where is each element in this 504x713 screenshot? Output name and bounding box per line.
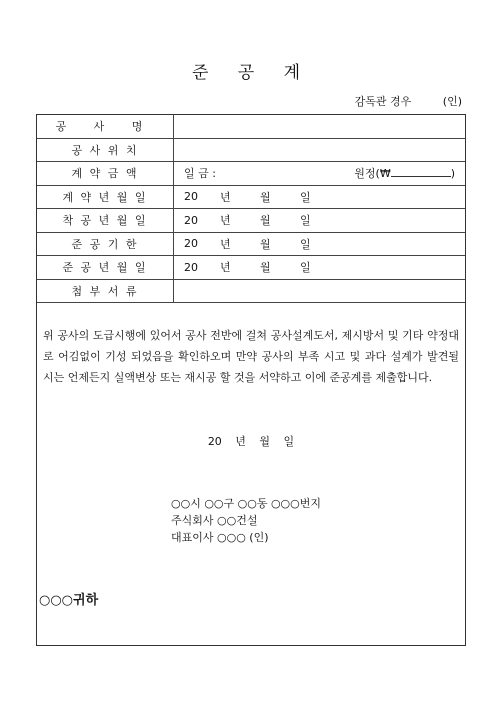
attachments-label: 첨 부 서 류 <box>37 279 174 303</box>
table-row <box>37 209 465 233</box>
project-location-label: 공 사 위 치 <box>37 138 174 162</box>
supervisor-seal: (인) <box>442 95 462 108</box>
supervisor-label: 감독관 경우 <box>354 95 412 108</box>
recipient: ○○○귀하 <box>39 593 99 608</box>
attachments-value[interactable] <box>174 279 466 303</box>
amount-prefix: 일 금 : <box>184 167 216 181</box>
day-unit: 일 <box>300 214 311 228</box>
contract-date-value[interactable] <box>174 185 466 209</box>
year-prefix: 20 <box>184 260 198 274</box>
day-unit: 일 <box>300 261 311 275</box>
year-prefix: 20 <box>184 213 198 227</box>
representative-name: 대표이사 ○○○ (인) <box>171 531 269 544</box>
table-row <box>37 185 465 209</box>
year-unit: 년 <box>220 214 231 228</box>
year-unit: 년 <box>220 190 231 204</box>
contract-amount-value[interactable] <box>174 162 466 186</box>
completion-deadline-label: 준 공 기 한 <box>37 232 174 256</box>
page-title: 준 공 계 <box>191 63 313 83</box>
month-unit: 월 <box>260 237 271 251</box>
project-name-label: 공 사 명 <box>37 115 174 138</box>
completion-date-label: 준 공 년 월 일 <box>37 256 174 280</box>
completion-date-value[interactable] <box>174 256 466 280</box>
project-name-value[interactable] <box>174 115 466 138</box>
table-row <box>37 232 465 256</box>
statement-text: 위 공사의 도급시행에 있어서 공사 전반에 걸쳐 공사설계도서, 제시방서 및 기타 약정대로 어김없이 기성 되었음을 확인하오며 만약 공사의 부족 시고 및 과다 설계가 발견될 시는 언제든지 실액변상 또는 재시공 할 것을 서약하고 이에 준공계를 제출합니다. <box>43 329 459 384</box>
company-name: 주식회사 ○○건설 <box>171 514 258 527</box>
contract-amount-label: 계 약 금 액 <box>37 162 174 186</box>
day-unit: 일 <box>300 237 311 251</box>
table-row <box>37 256 465 280</box>
project-info-table <box>37 115 465 303</box>
table-row <box>37 138 465 162</box>
year-unit: 년 <box>220 261 231 275</box>
amount-blank[interactable] <box>391 176 451 177</box>
start-date-label: 착 공 년 월 일 <box>37 209 174 233</box>
year-unit: 년 <box>220 237 231 251</box>
submission-date: 20 년 월 일 <box>207 435 295 448</box>
amount-won: 원정(₩ ) <box>354 167 455 181</box>
month-unit: 월 <box>260 190 271 204</box>
table-row <box>37 162 465 186</box>
table-row <box>37 115 465 138</box>
company-address: ○○시 ○○구 ○○동 ○○○번지 <box>171 497 322 510</box>
month-unit: 월 <box>260 261 271 275</box>
signature-block <box>171 495 321 546</box>
supervisor-note <box>355 93 462 109</box>
project-location-value[interactable] <box>174 138 466 162</box>
month-unit: 월 <box>260 214 271 228</box>
start-date-value[interactable] <box>174 209 466 233</box>
day-unit: 일 <box>300 190 311 204</box>
completion-deadline-value[interactable] <box>174 232 466 256</box>
year-prefix: 20 <box>184 190 198 204</box>
year-prefix: 20 <box>184 237 198 251</box>
table-row <box>37 279 465 303</box>
contract-date-label: 계 약 년 월 일 <box>37 185 174 209</box>
form-box <box>36 114 466 646</box>
